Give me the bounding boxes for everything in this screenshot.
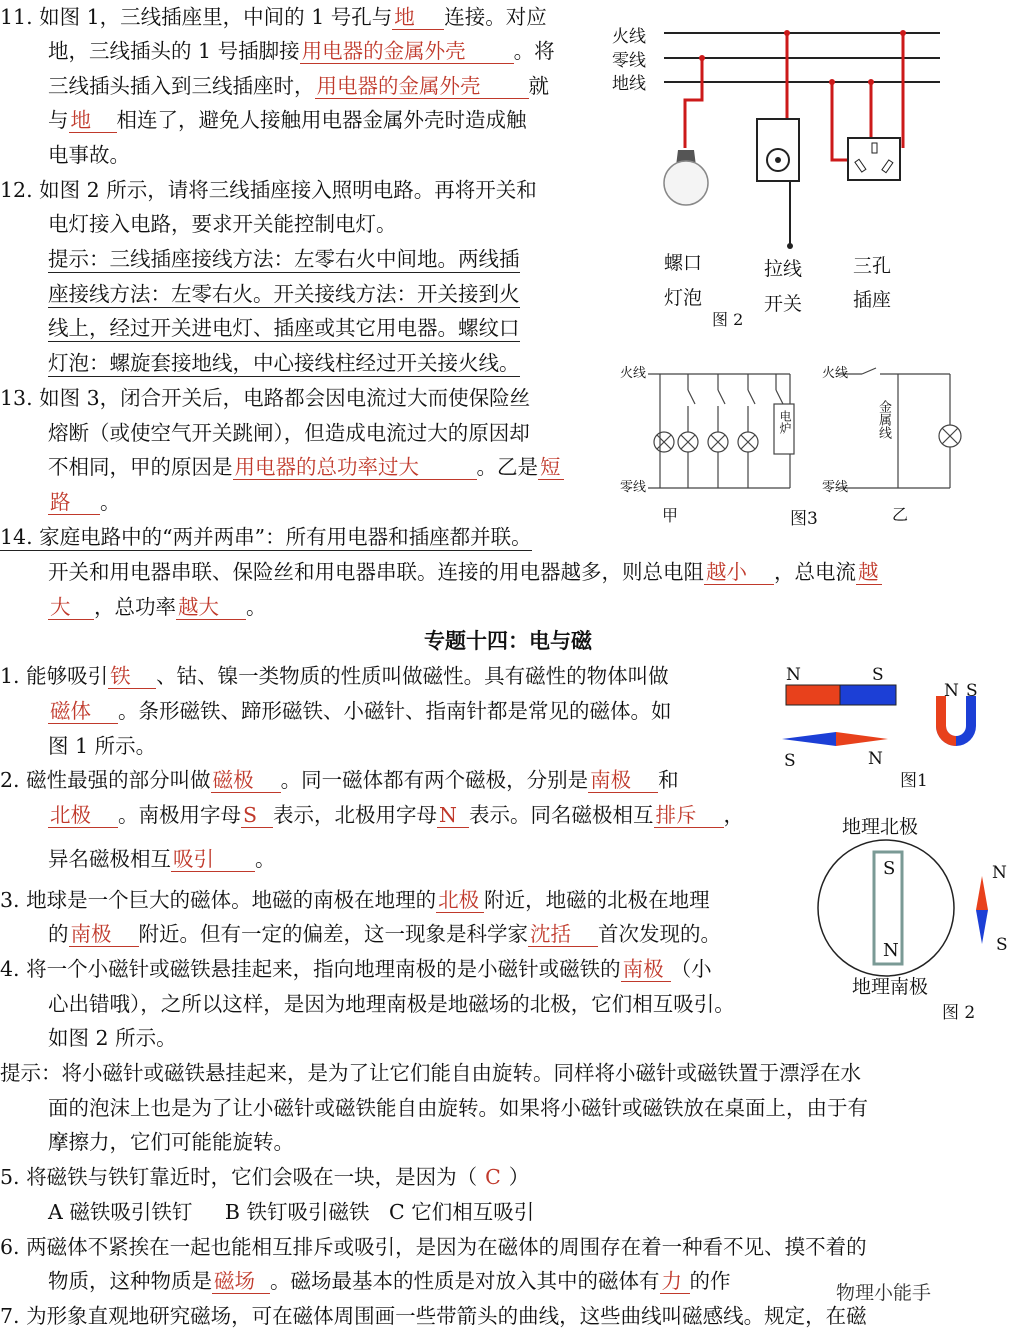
q13-line1: 13. 如图 3，闭合开关后，电路都会因电流过大而使保险丝 — [0, 386, 531, 410]
answer-blank: S — [241, 803, 273, 828]
geographic-north-label: 地理北极 — [842, 816, 919, 838]
socket-label-2: 插座 — [853, 289, 892, 311]
q12-hint4: 灯泡：螺旋套接地线，中心接线柱经过开关接火线。 — [48, 351, 520, 375]
q14-line3: 大 ，总功率越大 。 — [50, 595, 267, 619]
m1-line2: 磁体 。条形磁铁、蹄形磁铁、小磁针、指南针都是常见的磁体。如 — [50, 699, 672, 723]
geographic-south-label: 地理南极 — [852, 976, 929, 998]
bar-s-label: S — [872, 665, 884, 685]
m2-line1: 2. 磁性最强的部分叫做磁极 。同一磁体都有两个磁极，分别是南极 和 — [0, 768, 679, 792]
hint-line2: 面的泡沫上也是为了让小磁针或磁铁能自由旋转。如果将小磁针或磁铁放在桌面上，由于有 — [48, 1096, 868, 1120]
m7-line1: 7. 为形象直观地研究磁场，可在磁体周围画一些带箭头的曲线，这些曲线叫磁感线。规定，在磁 — [0, 1304, 867, 1328]
q13-line3: 不相同，甲的原因是用电器的总功率过大 。乙是短 — [48, 450, 564, 484]
wiring-figure — [600, 20, 1016, 330]
bar-n-label: N — [786, 665, 801, 685]
compass-needle-icon — [782, 732, 888, 746]
m4-line3: 如图 2 所示。 — [48, 1026, 177, 1050]
figure-caption: 图 2 — [712, 310, 744, 329]
horseshoe-n-label: N — [944, 681, 959, 701]
q11-line1: 11. 如图 1，三线插座里，中间的 1 号孔与地 连接。对应 — [0, 5, 547, 29]
answer-blank: 大 — [48, 595, 94, 620]
figure-caption: 图1 — [900, 771, 928, 791]
m5-options: A 磁铁吸引铁钉 B 铁钉吸引磁铁 C 它们相互吸引 — [48, 1200, 535, 1224]
answer-blank: 南极 — [69, 922, 139, 947]
needle-s-label: S — [996, 935, 1008, 955]
answer-blank: 南极 — [588, 768, 658, 793]
answer-blank: 磁极 — [211, 768, 281, 793]
live-label-b: 火线 — [822, 366, 849, 381]
stove-label: 电炉 — [778, 410, 792, 434]
answer-blank: 地 — [69, 108, 117, 133]
live-wire-label: 火线 — [612, 27, 646, 47]
pull-switch-icon — [757, 119, 799, 249]
m5-line1: 5. 将磁铁与铁钉靠近时，它们会吸在一块，是因为（ C ） — [0, 1165, 530, 1189]
answer-blank: 北极 — [436, 888, 484, 913]
circuit-jia-label: 甲 — [662, 506, 679, 525]
earth-magnet-figure — [810, 836, 1016, 986]
socket-label-1: 三孔 — [853, 255, 892, 277]
answer-blank: 铁 — [108, 664, 156, 689]
q12-line2: 电灯接入电路，要求开关能控制电灯。 — [48, 212, 397, 236]
answer-blank: 南极 — [621, 957, 671, 982]
answer-blank: 吸引 — [171, 847, 255, 872]
m2-line2: 北极 。南极用字母S 表示，北极用字母N 表示。同名磁极相互排斥 ， — [50, 803, 744, 827]
answer-blank: 用电器的总功率过大 — [233, 455, 477, 480]
answer-blank: 路 — [48, 490, 100, 515]
m1-line1: 1. 能够吸引铁 、钴、镍一类物质的性质叫做磁性。具有磁性的物体叫做 — [0, 664, 669, 688]
q11-line4: 与地 相连了，避免人接触用电器金属外壳时造成触 — [48, 108, 527, 132]
answer-blank: 越大 — [176, 595, 246, 620]
overload-circuit-figure — [600, 360, 980, 530]
answer-choice: C — [485, 1165, 501, 1189]
answer-blank: 越 — [856, 560, 882, 585]
watermark: 物理小能手 — [836, 1282, 932, 1304]
switch-label-1: 拉线 — [764, 258, 803, 280]
earth-wire-label: 地线 — [612, 74, 646, 94]
horseshoe-s-label: S — [966, 681, 978, 701]
q12-hint2: 座接线方法：左零右火。开关接线方法：开关接到火 — [48, 282, 520, 306]
q14-line2: 开关和用电器串联、保险丝和用电器串联。连接的用电器越多，则总电阻越小 ，总电流越 — [48, 555, 882, 589]
circuit-yi-label: 乙 — [892, 505, 909, 524]
q13-line2: 熔断（或使空气开关跳闸），但造成电流过大的原因却 — [48, 421, 530, 445]
neutral-label-a: 零线 — [620, 480, 647, 495]
m4-line2: 心出错哦），之所以这样，是因为地理南极是地磁场的北极，它们相互吸引。 — [48, 992, 735, 1016]
section-title: 专题十四：电与磁 — [424, 628, 592, 653]
answer-blank: 磁体 — [48, 699, 118, 724]
bar-magnet-icon — [786, 685, 896, 705]
q14-line1: 14. 家庭电路中的“两并两串”：所有用电器和插座都并联。 — [0, 525, 532, 549]
q12-hint3: 线上，经过开关进电灯、插座或其它用电器。螺纹口 — [48, 316, 520, 340]
answer-blank: 用电器的金属外壳 — [315, 74, 529, 99]
m6-line1: 6. 两磁体不紧挨在一起也能相互排斥或吸引，是因为在磁体的周围存在着一种看不见、摸不着的 — [0, 1235, 867, 1259]
q11-line3: 三线插头插入到三线插座时，用电器的金属外壳 就 — [48, 74, 549, 98]
q11-line2: 地，三线插头的 1 号插脚接用电器的金属外壳 。将 — [48, 39, 555, 63]
answer-blank: 沈括 — [528, 922, 598, 947]
hint-line3: 摩擦力，它们可能能旋转。 — [48, 1130, 294, 1154]
answer-blank: N — [437, 803, 469, 828]
q12-hint1: 提示：三线插座接线方法：左零右火中间地。两线插 — [48, 247, 520, 271]
compass-needle-icon — [976, 876, 988, 944]
answer-blank: 越小 — [704, 560, 774, 585]
needle-n-label: N — [868, 749, 883, 769]
answer-blank: 磁场 — [212, 1269, 270, 1294]
bulb-icon — [664, 150, 708, 205]
earth-n-pole-label: N — [883, 940, 899, 961]
hint-line1: 提示：将小磁针或磁铁悬挂起来，是为了让它们能自由旋转。同样将小磁针或磁铁置于漂浮在水 — [0, 1061, 861, 1085]
q13-line4: 路 。 — [50, 490, 121, 514]
answer-blank: 短 — [538, 455, 564, 480]
metal-wire-label: 金属线 — [876, 400, 891, 439]
answer-blank: 地 — [392, 5, 444, 30]
earth-s-pole-label: S — [883, 858, 896, 879]
answer-blank: 用电器的金属外壳 — [300, 39, 514, 64]
answer-blank: 北极 — [48, 803, 118, 828]
needle-n-label: N — [992, 863, 1007, 883]
figure-caption: 图3 — [790, 509, 818, 529]
three-hole-socket-icon — [848, 138, 900, 180]
switch-label-2: 开关 — [764, 293, 803, 315]
answer-blank: 力 — [660, 1269, 690, 1294]
needle-s-label: S — [784, 751, 796, 771]
q11-line5: 电事故。 — [48, 143, 130, 167]
m3-line1: 3. 地球是一个巨大的磁体。地磁的南极在地理的北极 附近，地磁的北极在地理 — [0, 888, 710, 912]
m1-line3: 图 1 所示。 — [48, 734, 157, 758]
horseshoe-magnet-icon — [936, 696, 976, 746]
m3-line2: 的南极 附近。但有一定的偏差，这一现象是科学家沈括 首次发现的。 — [48, 922, 721, 946]
neutral-label-b: 零线 — [822, 480, 849, 495]
live-label-a: 火线 — [620, 366, 647, 381]
q12-line1: 12. 如图 2 所示，请将三线插座接入照明电路。再将开关和 — [0, 178, 537, 202]
answer-blank: 排斥 — [654, 803, 724, 828]
bulb-label-2: 灯泡 — [664, 287, 703, 309]
neutral-wire-label: 零线 — [612, 51, 646, 71]
m4-line1: 4. 将一个小磁针或磁铁悬挂起来，指向地理南极的是小磁针或磁铁的南极 （小 — [0, 957, 712, 981]
bulb-label-1: 螺口 — [664, 252, 703, 274]
m6-line2: 物质，这种物质是磁场 。磁场最基本的性质是对放入其中的磁体有力 的作 — [48, 1269, 731, 1293]
figure-caption: 图 2 — [942, 1003, 976, 1023]
m2-line3: 异名磁极相互吸引 。 — [48, 847, 276, 871]
